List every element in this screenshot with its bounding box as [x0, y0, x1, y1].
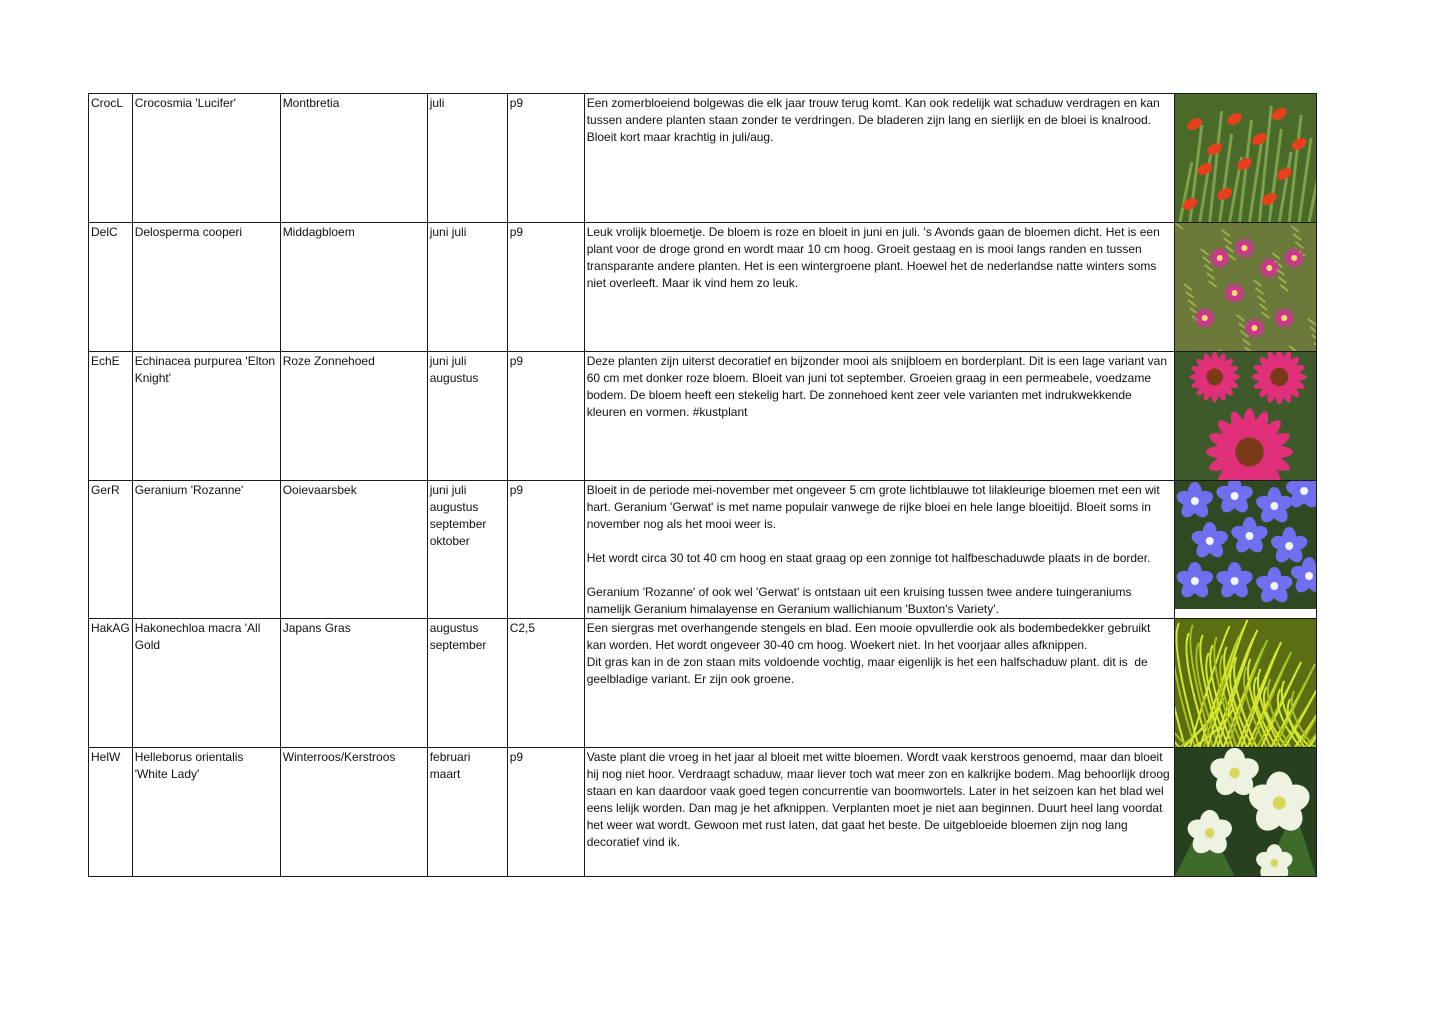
bloom-cell: [427, 352, 507, 481]
latin-name-cell: Crocosmia 'Lucifer': [132, 94, 280, 223]
description-paragraph: Een zomerbloeiend bolgewas die elk jaar trouw terug komt. Kan ook redelijk wat schaduw verdragen en kan tussen andere planten staan zonder te verdringen. De bladeren zijn lang en sierlijk en de bloei is knalrood. Bloeit kort maar krachtig in juli/aug.: [586, 96, 1164, 144]
photo-cell: [1174, 352, 1316, 481]
photo-cell: [1174, 619, 1316, 748]
table-row: [89, 619, 1317, 748]
bloom-month: juli: [429, 96, 445, 110]
photo-cell: [1174, 94, 1316, 223]
crocosmia-photo: [1175, 94, 1316, 222]
bloom-cell: [427, 619, 507, 748]
code-cell: DelC: [89, 223, 133, 352]
bloom-month: augustus: [429, 500, 479, 514]
helleborus-photo: [1175, 748, 1316, 876]
common-name-cell: Roze Zonnehoed: [280, 352, 427, 481]
description-paragraph: Vaste plant die vroeg in het jaar al bloeit met witte bloemen. Wordt vaak kerstroos genoemd, maar dan bloeit hij nog niet hoor. Verdraagt schaduw, maar liever toch wat meer zon en kalkrijke bodem. Mag behoorlijk droog staan en kan daardoor vaak goed tegen concurrentie van boomwortels. Later in het seizoen kan het blad wel eens lelijk worden. Dan mag je het afknippen. Verplanten moet je niet aan beginnen. Duurt heel lang voordat het weer wat wordt. Gewoon met rust laten, dat gaat het beste. De uitgebloeide bloemen zijn nog lang decoratief vind ik.: [586, 750, 1174, 849]
table-row: [89, 94, 1317, 223]
bloom-month: juni juli: [429, 483, 467, 497]
table-row: [89, 481, 1317, 619]
latin-name-cell: Helleborus orientalis 'White Lady': [132, 748, 280, 877]
description-paragraph: Geranium 'Rozanne' of ook wel 'Gerwat' is ontstaan uit een kruising tussen twee andere tuingeraniums namelijk Geranium himalayense en Geranium wallichianum 'Buxton's Variety'.: [586, 585, 1135, 616]
common-name-cell: Middagbloem: [280, 223, 427, 352]
code-cell: CrocL: [89, 94, 133, 223]
description-cell: [584, 94, 1174, 223]
description-cell: [584, 223, 1174, 352]
code-cell: EchE: [89, 352, 133, 481]
photo-cell: [1174, 223, 1316, 352]
grass-photo: [1175, 619, 1316, 747]
pot-size-cell: p9: [507, 481, 584, 619]
description-cell: [584, 619, 1174, 748]
pot-size-cell: C2,5: [507, 619, 584, 748]
bloom-month: augustus: [429, 621, 479, 635]
common-name-cell: Montbretia: [280, 94, 427, 223]
table-row: [89, 352, 1317, 481]
bloom-month: februari: [429, 750, 471, 764]
pot-size-cell: p9: [507, 352, 584, 481]
description-paragraph: Een siergras met overhangende stengels en blad. Een mooie opvullerdie ook als bodembedekker gebruikt kan worden. Het wordt ongeveer 30-40 cm hoog. Woekert niet. In het voorjaar alles afknippen. Dit gras kan in de zon staan mits voldoende vochtig, maar eigenlijk is het een halfschaduw plant. dit is de geelbladige variant. Er zijn ook groene.: [586, 621, 1151, 686]
pot-size-cell: p9: [507, 94, 584, 223]
bloom-month: oktober: [429, 534, 470, 548]
table-row: [89, 748, 1317, 877]
latin-name-cell: Delosperma cooperi: [132, 223, 280, 352]
code-cell: GerR: [89, 481, 133, 619]
pot-size-cell: p9: [507, 223, 584, 352]
geranium-photo: [1175, 481, 1316, 609]
latin-name-cell: Geranium 'Rozanne': [132, 481, 280, 619]
description-paragraph: Deze planten zijn uiterst decoratief en bijzonder mooi als snijbloem en borderplant. Dit is een lage variant van 60 cm met donker roze bloem. Bloeit van juni tot september. Groeien graag in een permeabele, voedzame bodem. De bloem heeft een stekelig hart. De zonnehoed kent zeer vele varianten met indrukwekkende kleuren en vormen. #kustplant: [586, 354, 1171, 419]
bloom-month: augustus: [429, 371, 479, 385]
pot-size-cell: p9: [507, 748, 584, 877]
table-row: [89, 223, 1317, 352]
bloom-cell: [427, 94, 507, 223]
plant-rows: [89, 94, 1317, 877]
bloom-month: september: [429, 638, 487, 652]
bloom-month: juni juli: [429, 354, 467, 368]
photo-cell: [1174, 481, 1316, 619]
code-cell: HakAG: [89, 619, 133, 748]
latin-name-cell: Echinacea purpurea 'Elton Knight': [132, 352, 280, 481]
bloom-cell: [427, 481, 507, 619]
bloom-cell: [427, 748, 507, 877]
plant-table: [88, 93, 1317, 877]
delosperma-photo: [1175, 223, 1316, 351]
description-paragraph: Het wordt circa 30 tot 40 cm hoog en staat graag op een zonnige tot halfbeschaduwde plaats in de border.: [586, 551, 1151, 565]
description-cell: [584, 748, 1174, 877]
description-paragraph: Bloeit in de periode mei-november met ongeveer 5 cm grote lichtblauwe tot lilakleurige bloemen met een wit hart. Geranium 'Gerwat' is met name populair vanwege de rijke bloei en hele lange bloeitijd. Bloeit soms in november nog als het mooi weer is.: [586, 483, 1163, 531]
common-name-cell: Japans Gras: [280, 619, 427, 748]
common-name-cell: Ooievaarsbek: [280, 481, 427, 619]
description-cell: [584, 481, 1174, 619]
echinacea-photo: [1175, 352, 1316, 480]
bloom-month: juni juli: [429, 225, 467, 239]
bloom-month: september: [429, 517, 487, 531]
bloom-cell: [427, 223, 507, 352]
latin-name-cell: Hakonechloa macra 'All Gold: [132, 619, 280, 748]
photo-cell: [1174, 748, 1316, 877]
bloom-month: maart: [429, 767, 461, 781]
description-cell: [584, 352, 1174, 481]
common-name-cell: Winterroos/Kerstroos: [280, 748, 427, 877]
code-cell: HelW: [89, 748, 133, 877]
description-paragraph: Leuk vrolijk bloemetje. De bloem is roze en bloeit in juni en juli. 's Avonds gaan de bloemen dicht. Het is een plant voor de droge grond en wordt maar 10 cm hoog. Groeit gestaag en is mooi langs randen en tussen transparante andere planten. Het is een wintergroene plant. Hoewel het de nederlandse natte winters soms niet overleeft. Maar ik vind hem zo leuk.: [586, 225, 1164, 290]
